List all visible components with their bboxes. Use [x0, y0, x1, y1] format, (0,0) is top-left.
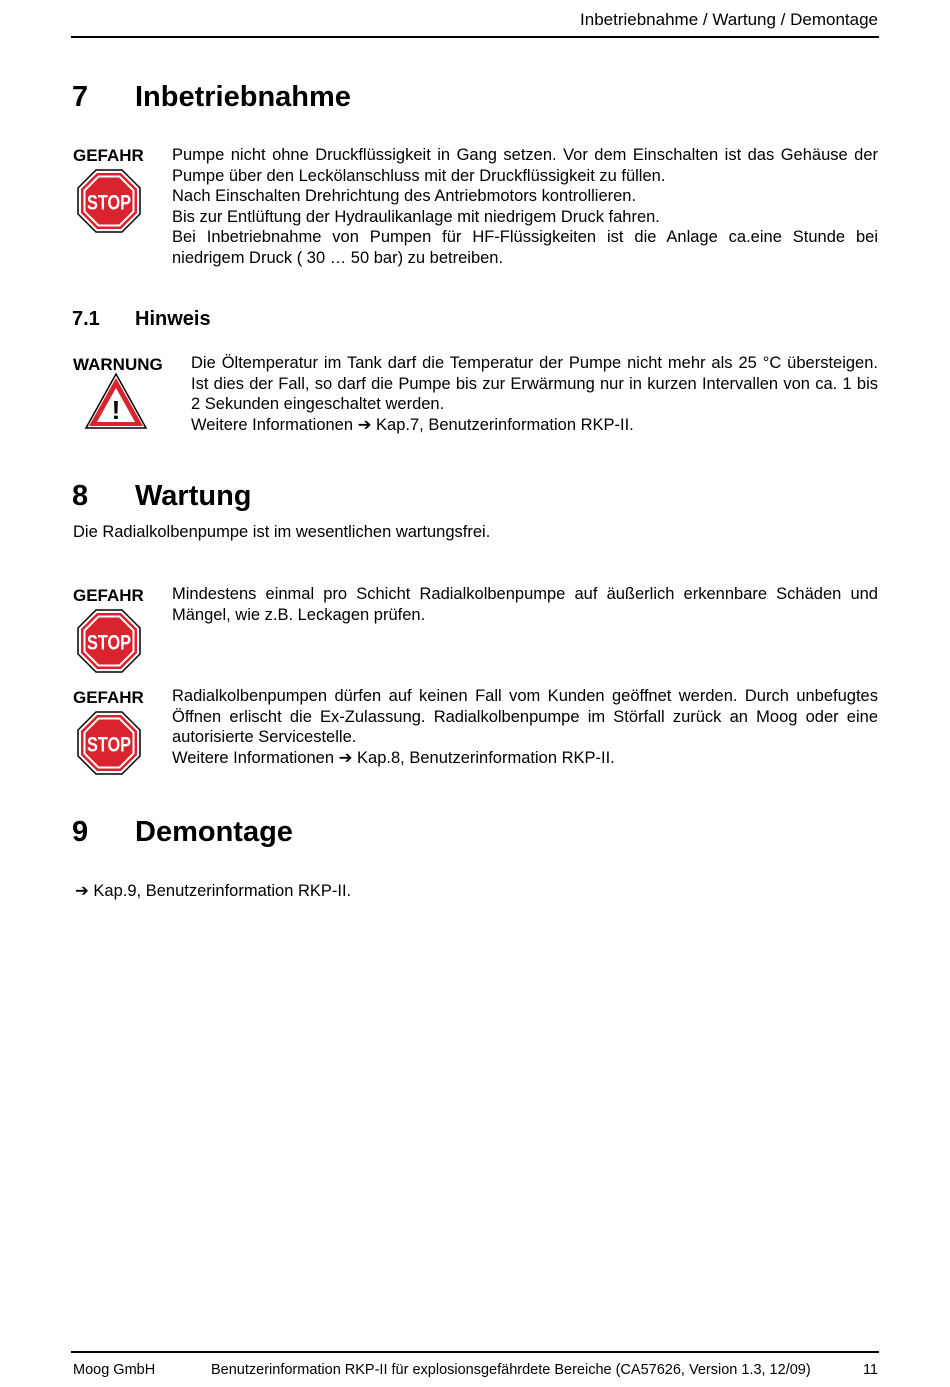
- arrow-right-icon: ➔: [357, 415, 372, 434]
- danger-label: GEFAHR: [73, 586, 144, 605]
- warning-triangle-icon: [84, 372, 148, 430]
- section-8-intro: Die Radialkolbenpumpe ist im wesentlichen wartungsfrei.: [73, 523, 491, 541]
- section-title: Wartung: [135, 480, 252, 512]
- danger-line: Bis zur Entlüftung der Hydraulikanlage mit niedrigem Druck fahren.: [172, 207, 660, 226]
- section-7-1-heading: [72, 308, 211, 331]
- arrow-right-icon: ➔: [338, 748, 353, 767]
- danger-text: Mindestens einmal pro Schicht Radialkolbenpumpe auf äußerlich erkennbare Schäden und Mängel, wie z.B. Leckagen prüfen.: [172, 585, 878, 624]
- warning-mark: !: [111, 395, 121, 425]
- stop-sign-icon: [77, 169, 141, 233]
- section-8-heading: [72, 480, 252, 513]
- danger-paragraph: Radialkolbenpumpen dürfen auf keinen Fall vom Kunden geöffnet werden. Durch unbefugtes Öffnen erlischt die Ex-Zulassung. Radialkolbenpumpe im Störfall zurück an Moog oder eine autorisierte Servicestelle.: [172, 687, 878, 746]
- reference-link: Kap.7, Benutzerinformation RKP-II.: [376, 415, 634, 434]
- more-info-line: Weitere Informationen ➔ Kap.7, Benutzerinformation RKP-II.: [191, 415, 634, 434]
- danger-label: GEFAHR: [73, 688, 144, 707]
- stop-sign-text: STOP: [87, 191, 131, 215]
- footer-company: Moog GmbH: [73, 1362, 156, 1378]
- stop-sign-icon: [77, 711, 141, 775]
- footer-document-title: Benutzerinformation RKP-II für explosionsgefährdete Bereiche (CA57626, Version 1.3, 12/09): [211, 1362, 811, 1378]
- danger-text: [172, 145, 878, 268]
- more-info-line: Weitere Informationen ➔ Kap.8, Benutzerinformation RKP-II.: [172, 748, 615, 767]
- reference-link: Kap.9, Benutzerinformation RKP-II.: [93, 882, 352, 900]
- danger-text: [172, 686, 878, 768]
- section-number: 7: [72, 81, 89, 113]
- warning-paragraph: Die Öltemperatur im Tank darf die Temperatur der Pumpe nicht mehr als 25 °C übersteigen. Ist dies der Fall, so darf die Pumpe bis zur Erwärmung nur in kurzen Intervallen von ca. 1 bis 2 Sekunden eingeschaltet werden.: [191, 354, 878, 413]
- section-9-reference: [75, 881, 351, 902]
- danger-line: Nach Einschalten Drehrichtung des Antriebmotors kontrollieren.: [172, 187, 637, 205]
- page-number: 11: [862, 1362, 878, 1378]
- subsection-number: 7.1: [72, 308, 100, 330]
- footer-rule: [71, 1351, 879, 1353]
- section-title: Inbetriebnahme: [135, 81, 351, 113]
- stop-sign-icon: [77, 609, 141, 673]
- section-7-heading: [72, 81, 351, 114]
- warning-text: [191, 353, 878, 435]
- danger-line: Bei Inbetriebnahme von Pumpen für HF-Flüssigkeiten ist die Anlage ca.eine Stunde bei niedrigem Druck ( 30 … 50 bar) zu betreiben.: [172, 228, 878, 267]
- section-number: 9: [72, 816, 89, 848]
- subsection-title: Hinweis: [135, 308, 211, 330]
- danger-line: Pumpe nicht ohne Druckflüssigkeit in Gang setzen. Vor dem Einschalten ist das Gehäuse der Pumpe über den Leckölanschluss mit der Druckflüssigkeit zu füllen.: [172, 146, 878, 185]
- header-rule: [71, 36, 879, 38]
- reference-link: Kap.8, Benutzerinformation RKP-II.: [357, 748, 615, 767]
- section-number: 8: [72, 480, 89, 512]
- warning-label: WARNUNG: [73, 355, 163, 374]
- danger-label: GEFAHR: [73, 146, 144, 165]
- arrow-right-icon: ➔: [75, 882, 89, 900]
- running-header: Inbetriebnahme / Wartung / Demontage: [580, 10, 878, 29]
- section-9-heading: [72, 816, 293, 849]
- stop-sign-text: STOP: [87, 631, 131, 655]
- section-title: Demontage: [135, 816, 293, 848]
- stop-sign-text: STOP: [87, 733, 131, 757]
